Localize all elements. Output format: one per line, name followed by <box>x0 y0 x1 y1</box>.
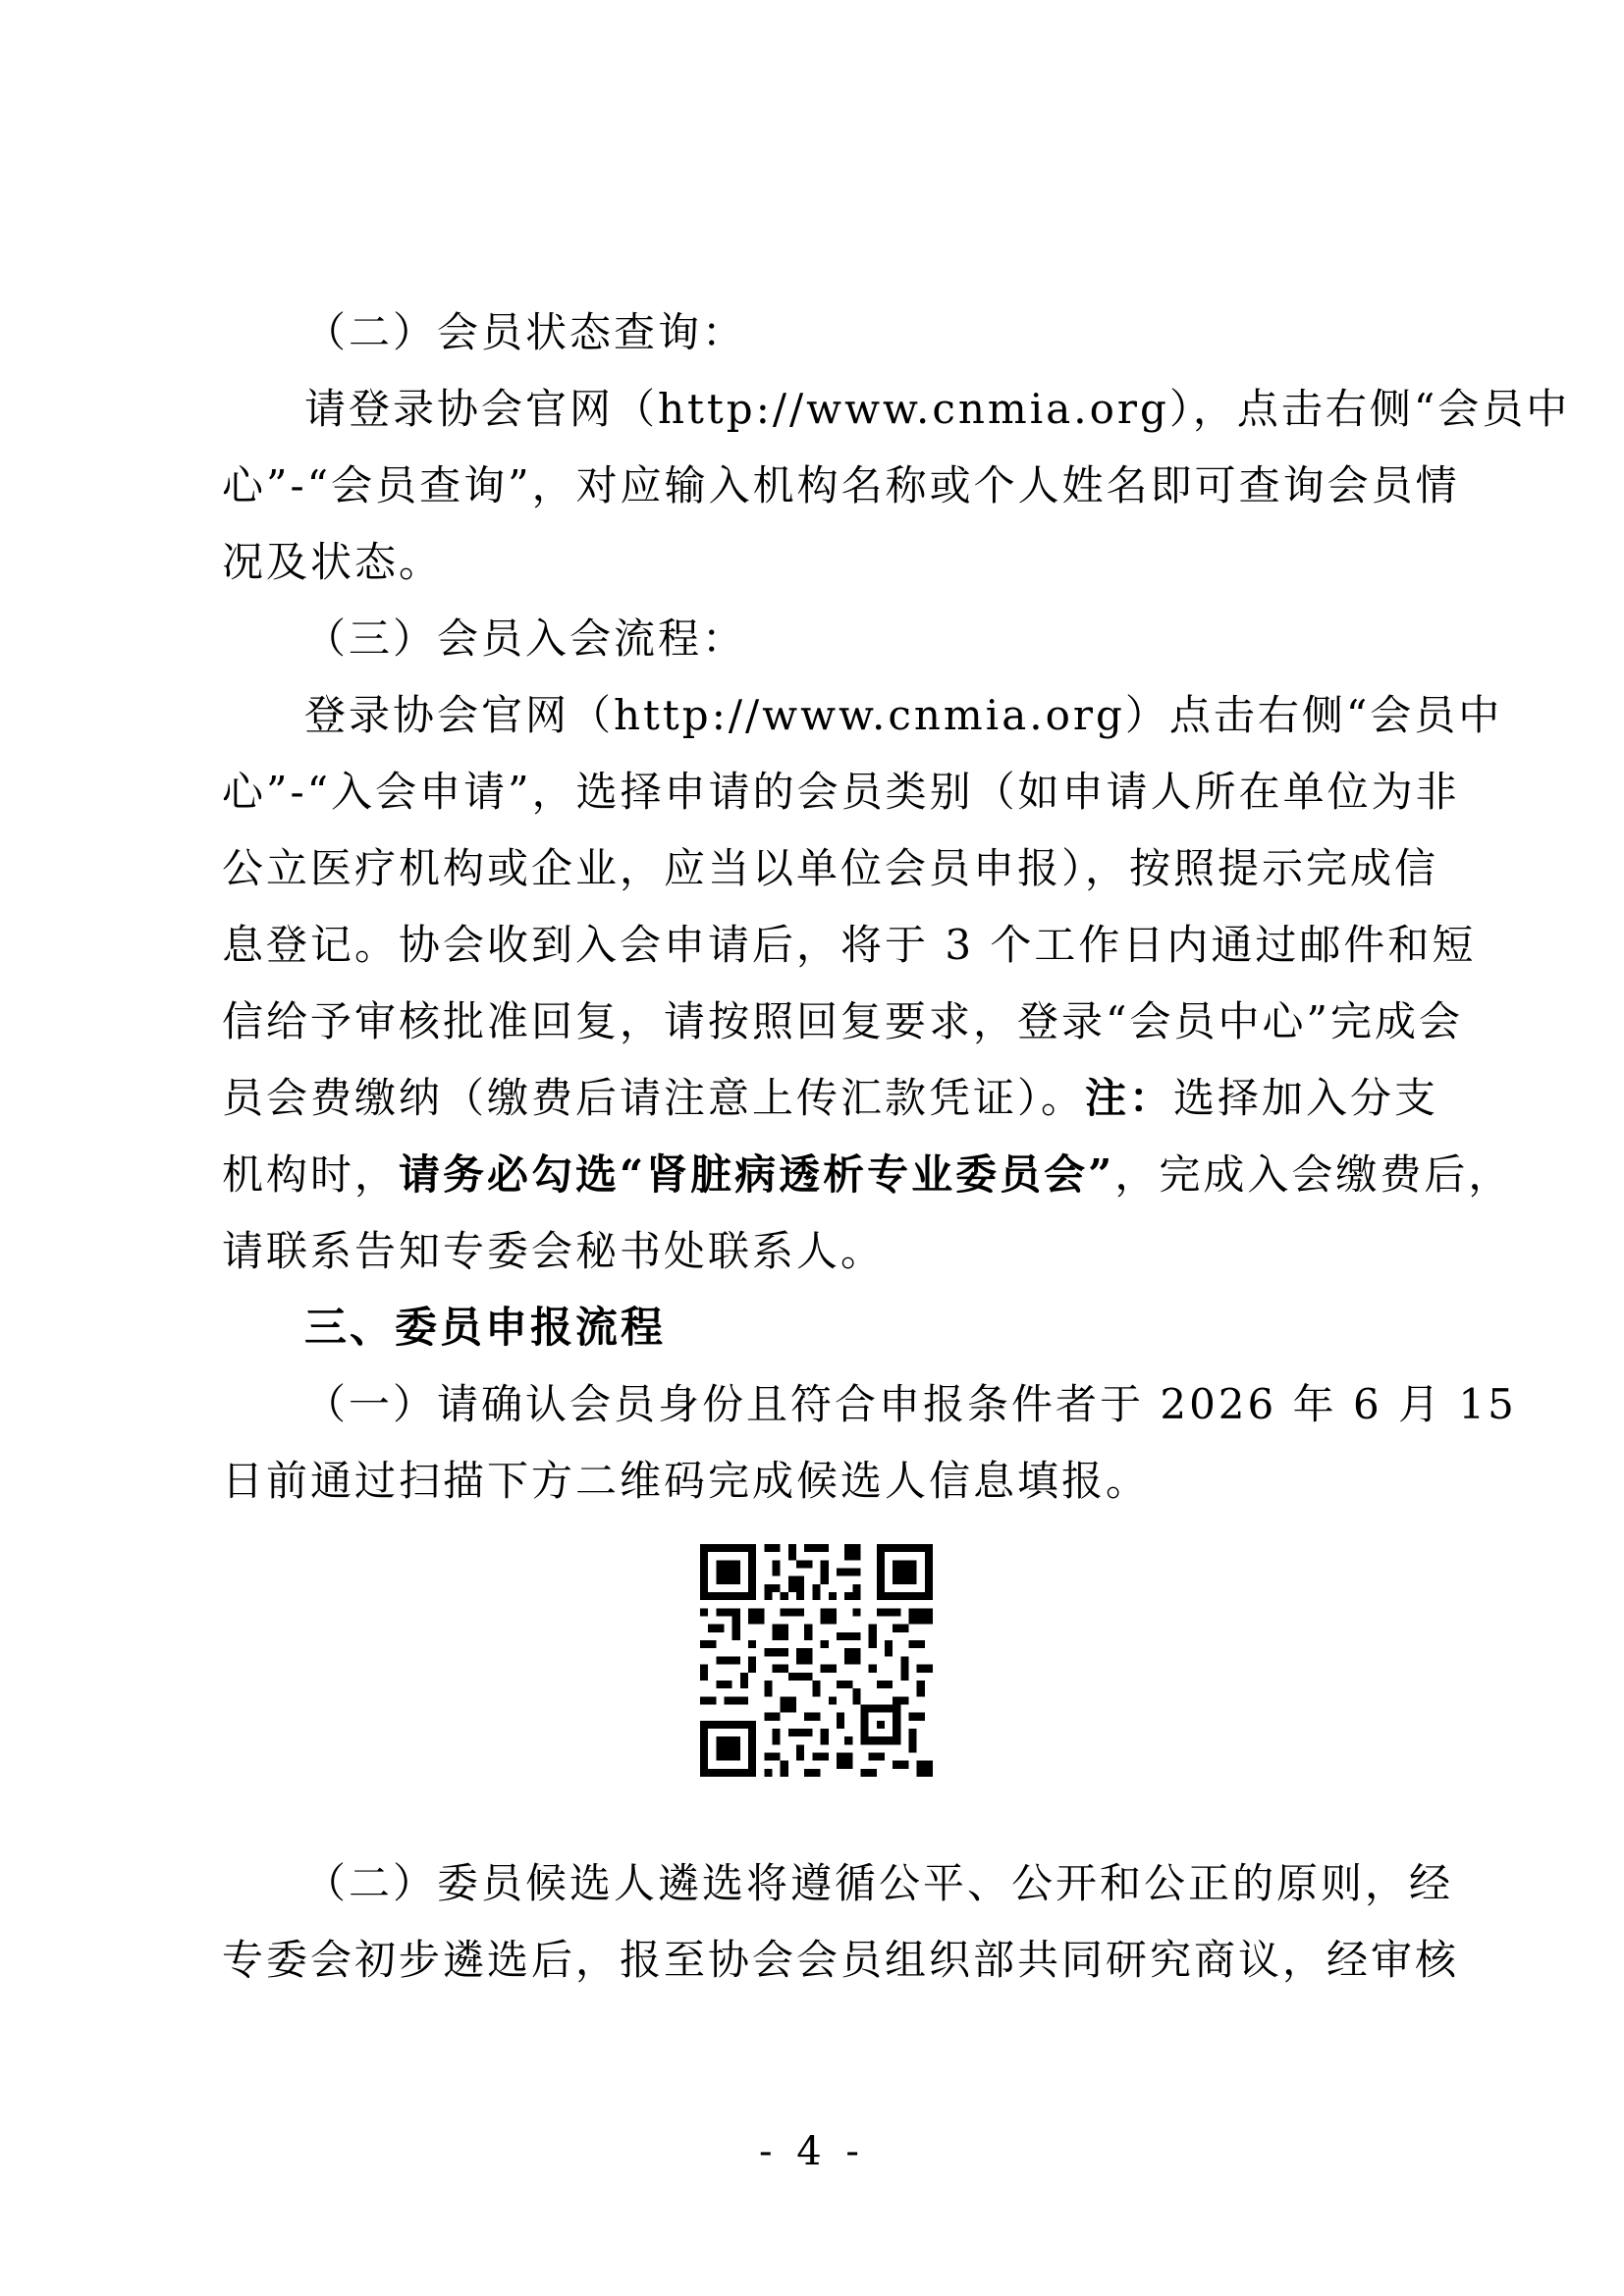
paragraph-line: （二）委员候选人遴选将遵循公平、公开和公正的原则，经 <box>304 1859 1454 1907</box>
section-heading-join-process: （三）会员入会流程： <box>304 614 747 663</box>
section-heading-member-status: （二）会员状态查询： <box>304 308 747 356</box>
paragraph-line: 信给予审核批准回复，请按照回复要求，登录“会员中心”完成会 <box>222 997 1463 1045</box>
paragraph-line-with-emphasis <box>222 1137 1513 1213</box>
paragraph-line: 心”-“会员查询”，对应输入机构名称或个人姓名即可查询会员情 <box>222 461 1460 509</box>
paragraph-line: 登录协会官网（http://www.cnmia.org）点击右侧“会员中 <box>304 691 1503 739</box>
paragraph-line: 心”-“入会申请”，选择申请的会员类别（如申请人所在单位为非 <box>222 768 1460 816</box>
paragraph-line: 况及状态。 <box>222 538 444 586</box>
section-heading-committee-application: 三、委员申报流程 <box>304 1304 666 1353</box>
paragraph-line: 公立医疗机构或企业，应当以单位会员申报），按照提示完成信 <box>222 844 1439 892</box>
qr-code-icon <box>700 1544 933 1777</box>
line-text: ，完成入会缴费后， <box>1114 1150 1513 1199</box>
page-number: - 4 - <box>759 2129 865 2174</box>
paragraph-line: 日前通过扫描下方二维码完成候选人信息填报。 <box>222 1457 1151 1505</box>
paragraph-line: 专委会初步遴选后，报至协会会员组织部共同研究商议，经审核 <box>222 1936 1460 1984</box>
line-text: 员会费缴纳（缴费后请注意上传汇款凭证）。 <box>222 1074 1086 1122</box>
qr-code[interactable] <box>700 1544 933 1777</box>
paragraph-line-with-note <box>222 1060 1439 1137</box>
note-label: 注： <box>1085 1074 1174 1122</box>
line-text: 机构时， <box>222 1150 400 1199</box>
line-text: 选择加入分支 <box>1173 1074 1439 1122</box>
paragraph-line: 息登记。协会收到入会申请后，将于 3 个工作日内通过邮件和短 <box>222 921 1477 969</box>
paragraph-line: （一）请确认会员身份且符合申报条件者于 2026 年 6 月 15 <box>304 1380 1517 1428</box>
paragraph-line: 请联系告知专委会秘书处联系人。 <box>222 1227 886 1275</box>
emphasis-text: 请务必勾选“肾脏病透析专业委员会” <box>399 1150 1115 1199</box>
paragraph-line: 请登录协会官网（http://www.cnmia.org），点击右侧“会员中 <box>304 385 1571 433</box>
